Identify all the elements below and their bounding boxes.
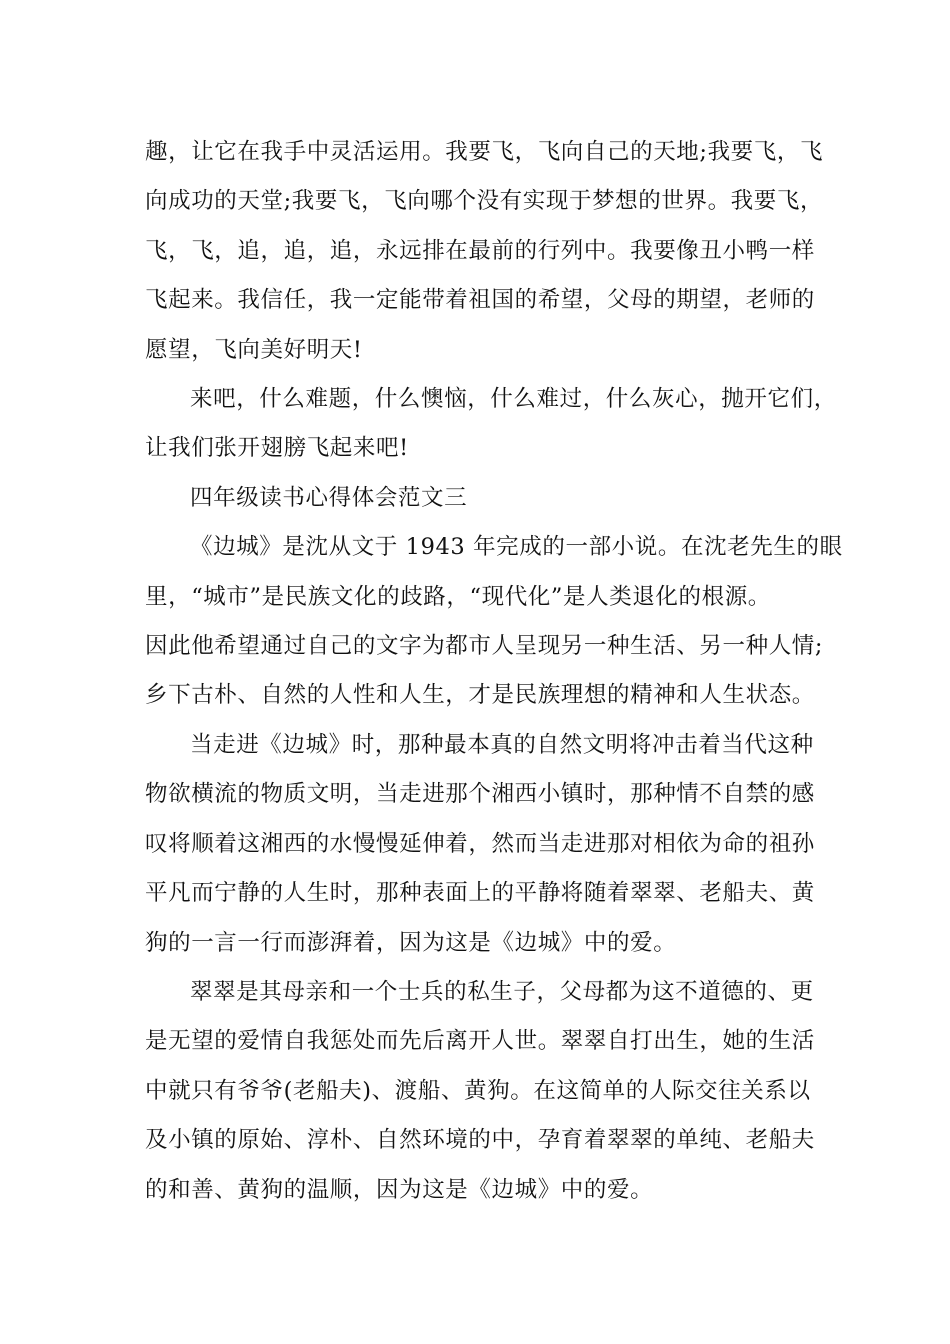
- document-body: [145, 128, 843, 1215]
- paragraph: [145, 523, 843, 721]
- text-line: 中就只有爷爷(老船夫)、渡船、黄狗。在这简单的人际交往关系以: [145, 1077, 811, 1104]
- text-line: 及小镇的原始、淳朴、自然环境的中，孕育着翠翠的单纯、老船夫: [145, 1127, 815, 1154]
- text-line: 向成功的天堂;我要飞，飞向哪个没有实现于梦想的世界。我要飞，: [145, 188, 824, 215]
- text-line: 是无望的爱情自我惩处而先后离开人世。翠翠自打出生，她的生活: [145, 1028, 815, 1055]
- text-line: 乡下古朴、自然的人性和人生，才是民族理想的精神和人生状态。: [145, 682, 815, 709]
- paragraph: [145, 721, 815, 968]
- section-heading: [145, 474, 811, 523]
- text-line: 让我们张开翅膀飞起来吧!: [145, 435, 409, 462]
- paragraph: [145, 128, 824, 375]
- text-line: 《边城》是沈从文于 1943 年完成的一部小说。在沈老先生的眼: [190, 534, 843, 561]
- text-line: 飞，飞，追，追，追，永远排在最前的行列中。我要像丑小鸭一样: [145, 237, 815, 264]
- text-line: 叹将顺着这湘西的水慢慢延伸着，然而当走进那对相依为命的祖孙: [145, 830, 815, 857]
- text-line: 来吧，什么难题，什么懊恼，什么难过，什么灰心，抛开它们，: [190, 386, 837, 413]
- text-line: 的和善、黄狗的温顺，因为这是《边城》中的爱。: [145, 1176, 654, 1203]
- text-line: 趣，让它在我手中灵活运用。我要飞，飞向自己的天地;我要飞，飞: [145, 139, 824, 165]
- text-line: 平凡而宁静的人生时，那种表面上的平静将随着翠翠、老船夫、黄: [145, 880, 815, 907]
- text-line: 物欲横流的物质文明，当走进那个湘西小镇时，那种情不自禁的感: [145, 781, 815, 808]
- text-line: 因此他希望通过自己的文字为都市人呈现另一种生活、另一种人情;: [145, 633, 824, 660]
- text-line: 愿望，飞向美好明天!: [145, 336, 363, 363]
- text-line: 狗的一言一行而澎湃着，因为这是《边城》中的爱。: [145, 929, 677, 956]
- text-line: 飞起来。我信任，我一定能带着祖国的希望，父母的期望，老师的: [145, 287, 815, 314]
- text-line: 里，“城市”是民族文化的歧路，“现代化”是人类退化的根源。: [145, 583, 771, 610]
- paragraph: [145, 375, 837, 474]
- paragraph: [145, 968, 815, 1215]
- text-line: 当走进《边城》时，那种最本真的自然文明将冲击着当代这种: [190, 731, 814, 758]
- text-line: 四年级读书心得体会范文三: [190, 484, 468, 511]
- text-line: 翠翠是其母亲和一个士兵的私生子，父母都为这不道德的、更: [190, 978, 814, 1005]
